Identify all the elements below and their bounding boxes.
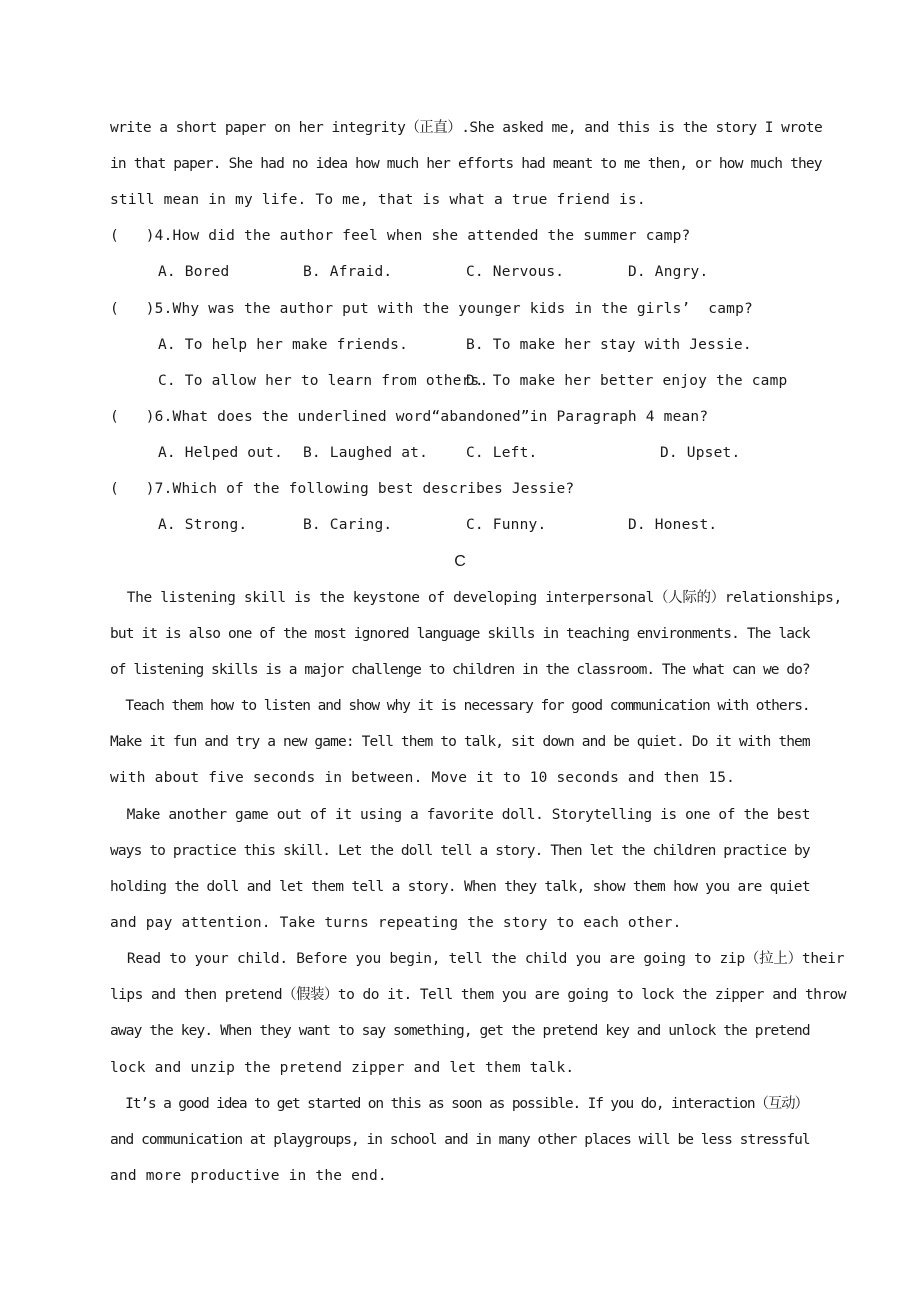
question-7-option-d: D. Honest. bbox=[628, 517, 718, 533]
passage-line: but it is also one of the most ignored language skills in teaching environments. The lack bbox=[110, 626, 810, 642]
passage-line: The listening skill is the keystone of developing interpersonal（人际的）relationships, bbox=[110, 590, 842, 606]
question-4-option-b: B. Afraid. bbox=[303, 264, 393, 280]
question-7-stem: ( )7.Which of the following best describes Jessie? bbox=[110, 481, 575, 497]
passage-line: away the key. When they want to say something, get the pretend key and unlock the pretend bbox=[110, 1023, 810, 1039]
passage-line: Make it fun and try a new game: Tell them to talk, sit down and be quiet. Do it with them bbox=[110, 734, 810, 750]
section-heading: C bbox=[454, 553, 466, 570]
question-5-option-b: B. To make her stay with Jessie. bbox=[466, 337, 752, 353]
question-6-option-c: C. Left. bbox=[466, 445, 538, 461]
question-4-option-d: D. Angry. bbox=[628, 264, 709, 280]
passage-line: holding the doll and let them tell a story. When they talk, show them how you are quiet bbox=[110, 879, 810, 895]
passage-line: and pay attention. Take turns repeating the story to each other. bbox=[110, 915, 682, 931]
passage-line: of listening skills is a major challenge to children in the classroom. The what can we do? bbox=[110, 662, 810, 678]
question-6-option-a: A. Helped out. bbox=[158, 445, 284, 461]
passage-line: Make another game out of it using a favorite doll. Storytelling is one of the best bbox=[110, 807, 811, 823]
passage-line: It’s a good idea to get started on this as soon as possible. If you do, interaction（互动） bbox=[110, 1096, 808, 1112]
question-7-option-b: B. Caring. bbox=[303, 517, 393, 533]
question-7-option-a: A. Strong. bbox=[158, 517, 248, 533]
passage-line: Teach them how to listen and show why it is necessary for good communication with others. bbox=[110, 698, 810, 714]
question-7-option-c: C. Funny. bbox=[466, 517, 547, 533]
passage-line: lock and unzip the pretend zipper and let them talk. bbox=[110, 1060, 575, 1076]
question-6-option-d: D. Upset. bbox=[660, 445, 741, 461]
passage-line: with about five seconds in between. Move it to 10 seconds and then 15. bbox=[110, 770, 736, 786]
passage-line: ways to practice this skill. Let the doll tell a story. Then let the children practice by bbox=[110, 843, 810, 859]
question-4-option-a: A. Bored bbox=[158, 264, 230, 280]
passage-line: lips and then pretend（假装）to do it. Tell them you are going to lock the zipper and throw bbox=[110, 987, 846, 1003]
question-6-stem: ( )6.What does the underlined word“abandoned”in Paragraph 4 mean? bbox=[110, 409, 709, 425]
question-6-option-b: B. Laughed at. bbox=[303, 445, 429, 461]
passage-line: and communication at playgroups, in school and in many other places will be less stressful bbox=[110, 1132, 810, 1148]
passage-line: write a short paper on her integrity（正直）.She asked me, and this is the story I wrote bbox=[110, 120, 823, 136]
question-5-option-d: D. To make her better enjoy the camp bbox=[466, 373, 788, 389]
passage-line: Read to your child. Before you begin, tell the child you are going to zip（拉上）their bbox=[110, 951, 845, 967]
question-5-stem: ( )5.Why was the author put with the younger kids in the girls’ camp? bbox=[110, 301, 753, 317]
passage-line: in that paper. She had no idea how much her efforts had meant to me then, or how much they bbox=[110, 156, 822, 172]
question-5-option-a: A. To help her make friends. bbox=[158, 337, 409, 353]
passage-line: still mean in my life. To me, that is what a true friend is. bbox=[110, 192, 646, 208]
passage-line: and more productive in the end. bbox=[110, 1168, 387, 1184]
question-4-stem: ( )4.How did the author feel when she attended the summer camp? bbox=[110, 228, 691, 244]
question-5-option-c: C. To allow her to learn from others. bbox=[158, 373, 489, 389]
question-4-option-c: C. Nervous. bbox=[466, 264, 565, 280]
